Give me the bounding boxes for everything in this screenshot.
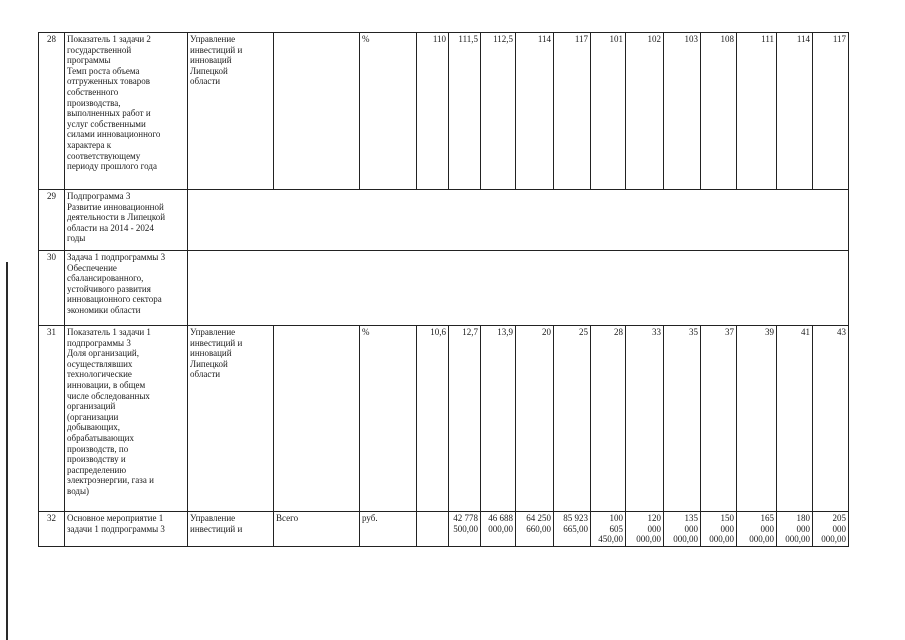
table-row-29 bbox=[39, 190, 849, 251]
value-cell: 41 bbox=[777, 326, 813, 512]
merged-empty-cell bbox=[188, 190, 849, 251]
value-cell: 12,7 bbox=[449, 326, 481, 512]
table-row-28 bbox=[39, 33, 849, 190]
unit-cell: % bbox=[360, 326, 417, 512]
value-cell: 28 bbox=[591, 326, 626, 512]
value-cell: 150 000 000,00 bbox=[701, 512, 737, 547]
value-cell: 101 bbox=[591, 33, 626, 190]
executor-cell: Управление инвестиций и инноваций Липецкой области bbox=[188, 326, 274, 512]
value-cell: 135 000 000,00 bbox=[664, 512, 701, 547]
value-cell: 117 bbox=[554, 33, 591, 190]
value-cell: 85 923 665,00 bbox=[554, 512, 591, 547]
value-cell: 180 000 000,00 bbox=[777, 512, 813, 547]
source-cell: Всего bbox=[274, 512, 360, 547]
indicator-name: Показатель 1 задачи 2 государственной программы Темп роста объема отгруженных товаров собственного производства, выполненных работ и услуг собственными силами инновационного характера к соответствующему периоду прошлого года bbox=[65, 33, 188, 190]
row-number: 31 bbox=[39, 326, 65, 512]
value-cell: 33 bbox=[626, 326, 664, 512]
value-cell: 100 605 450,00 bbox=[591, 512, 626, 547]
row-number: 32 bbox=[39, 512, 65, 547]
value-cell: 39 bbox=[737, 326, 777, 512]
indicators-table bbox=[38, 32, 849, 547]
value-cell: 25 bbox=[554, 326, 591, 512]
executor-cell: Управление инвестиций и инноваций Липецкой области bbox=[188, 33, 274, 190]
value-cell: 103 bbox=[664, 33, 701, 190]
value-cell: 120 000 000,00 bbox=[626, 512, 664, 547]
value-cell: 13,9 bbox=[481, 326, 516, 512]
value-cell: 117 bbox=[813, 33, 849, 190]
table-row-30 bbox=[39, 251, 849, 326]
row-number: 29 bbox=[39, 190, 65, 251]
source-cell bbox=[274, 33, 360, 190]
value-cell: 108 bbox=[701, 33, 737, 190]
value-cell: 111,5 bbox=[449, 33, 481, 190]
unit-cell: руб. bbox=[360, 512, 417, 547]
value-cell: 205 000 000,00 bbox=[813, 512, 849, 547]
value-cell: 111 bbox=[737, 33, 777, 190]
task-title: Задача 1 подпрограммы 3 Обеспечение сбалансированного, устойчивого развития инновационного сектора экономики области bbox=[65, 251, 188, 326]
subprogram-title: Подпрограмма 3 Развитие инновационной деятельности в Липецкой области на 2014 - 2024 годы bbox=[65, 190, 188, 251]
value-cell: 10,6 bbox=[417, 326, 449, 512]
merged-empty-cell bbox=[188, 251, 849, 326]
value-cell: 110 bbox=[417, 33, 449, 190]
value-cell: 102 bbox=[626, 33, 664, 190]
row-number: 30 bbox=[39, 251, 65, 326]
value-cell: 42 778 500,00 bbox=[449, 512, 481, 547]
value-cell: 20 bbox=[516, 326, 554, 512]
event-name: Основное мероприятие 1 задачи 1 подпрограммы 3 bbox=[65, 512, 188, 547]
value-cell: 64 250 660,00 bbox=[516, 512, 554, 547]
value-cell: 165 000 000,00 bbox=[737, 512, 777, 547]
value-cell: 114 bbox=[516, 33, 554, 190]
value-cell: 37 bbox=[701, 326, 737, 512]
executor-cell: Управление инвестиций и bbox=[188, 512, 274, 547]
indicator-name: Показатель 1 задачи 1 подпрограммы 3 Доля организаций, осуществлявших технологические инновации, в общем числе обследованных организаций (организации добывающих, обрабатывающих производств, по производству и распределению электроэнергии, газа и воды) bbox=[65, 326, 188, 512]
table-row-32 bbox=[39, 512, 849, 547]
row-number: 28 bbox=[39, 33, 65, 190]
value-cell: 35 bbox=[664, 326, 701, 512]
value-cell bbox=[417, 512, 449, 547]
source-cell bbox=[274, 326, 360, 512]
value-cell: 114 bbox=[777, 33, 813, 190]
value-cell: 46 688 000,00 bbox=[481, 512, 516, 547]
scan-edge-line bbox=[6, 262, 8, 640]
table-row-31 bbox=[39, 326, 849, 512]
unit-cell: % bbox=[360, 33, 417, 190]
value-cell: 112,5 bbox=[481, 33, 516, 190]
value-cell: 43 bbox=[813, 326, 849, 512]
